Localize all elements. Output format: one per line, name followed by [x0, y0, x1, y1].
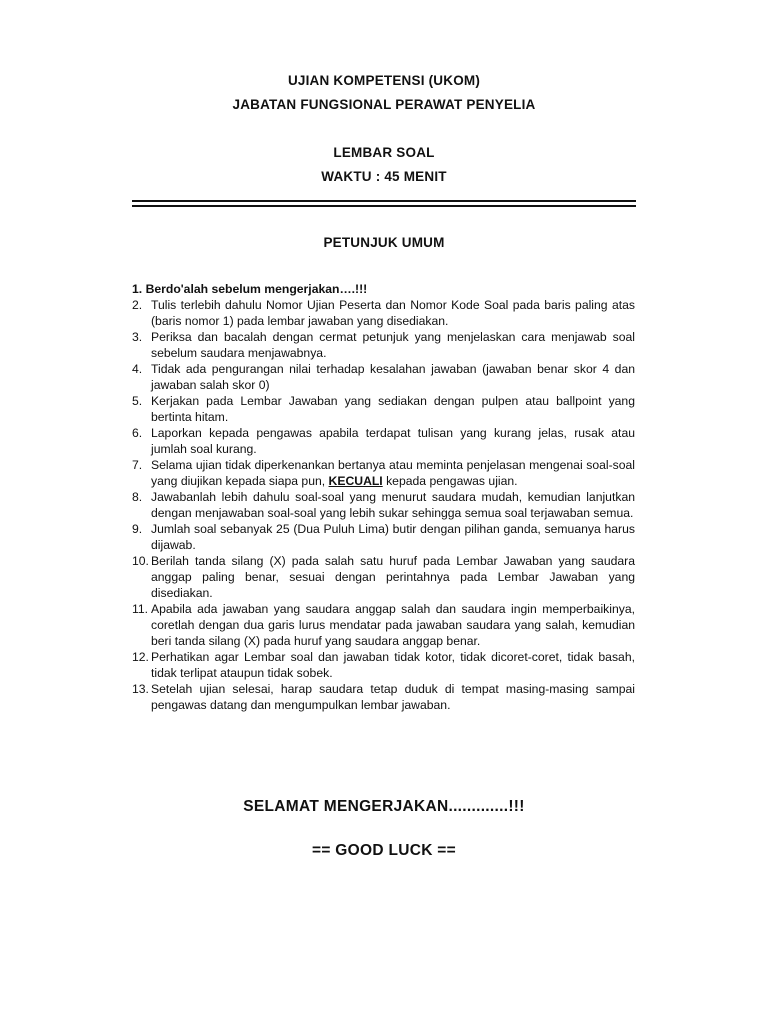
- item-number: 4.: [132, 362, 143, 376]
- list-item: [132, 649, 635, 681]
- item-number: 10.: [132, 554, 149, 568]
- section-title: PETUNJUK UMUM: [323, 235, 445, 250]
- item-number: 13.: [132, 682, 149, 696]
- item-text: Berdo'alah sebelum mengerjakan….!!!: [145, 282, 368, 296]
- divider-rule-top: [132, 200, 636, 202]
- item-number: 6.: [132, 426, 143, 440]
- divider-rule-bottom: [132, 205, 636, 207]
- list-item: [132, 521, 635, 553]
- instruction-list: [132, 281, 635, 713]
- list-item: [132, 489, 635, 521]
- item-text: Tidak ada pengurangan nilai terhadap kesalahan jawaban (jawaban benar skor 4 dan jawaban salah skor 0): [151, 362, 635, 392]
- good-luck-message: == GOOD LUCK ==: [311, 842, 457, 859]
- emphasis-kecuali: KECUALI: [328, 474, 383, 488]
- item-text: Kerjakan pada Lembar Jawaban yang sediakan dengan pulpen atau ballpoint yang bertinta hitam.: [151, 394, 635, 424]
- list-item: [132, 681, 635, 713]
- closing-message: SELAMAT MENGERJAKAN.............!!!: [243, 798, 525, 815]
- list-item: [132, 361, 635, 393]
- item-number: 1.: [132, 282, 143, 296]
- time-limit: WAKTU : 45 MENIT: [321, 169, 447, 184]
- item-text: Apabila ada jawaban yang saudara anggap salah dan saudara ingin memperbaikinya, coretlah dengan dua garis lurus mendatar pada jawaban saudara yang salah, kemudian beri tanda silang (X) pada huruf yang saudara anggap benar.: [151, 602, 635, 648]
- item-number: 8.: [132, 490, 143, 504]
- item-number: 5.: [132, 394, 143, 408]
- list-item: [132, 553, 635, 601]
- item-number: 2.: [132, 298, 143, 312]
- exam-title: UJIAN KOMPETENSI (UKOM): [287, 73, 481, 88]
- item-text: Jawabanlah lebih dahulu soal-soal yang menurut saudara mudah, kemudian lanjutkan dengan menjawaban soal-soal yang lebih sukar sehingga semua soal terjawaban semua.: [151, 490, 635, 520]
- item-number: 9.: [132, 522, 143, 536]
- item-text: Tulis terlebih dahulu Nomor Ujian Peserta dan Nomor Kode Soal pada baris paling atas (baris nomor 1) pada lembar jawaban yang disediakan.: [151, 298, 635, 328]
- list-item: [132, 329, 635, 361]
- item-text: Laporkan kepada pengawas apabila terdapat tulisan yang kurang jelas, rusak atau jumlah soal kurang.: [151, 426, 635, 456]
- item-number: 12.: [132, 650, 149, 664]
- position-title: JABATAN FUNGSIONAL PERAWAT PENYELIA: [232, 97, 536, 112]
- list-item: [132, 393, 635, 425]
- list-item: [132, 297, 635, 329]
- item-text: Setelah ujian selesai, harap saudara tetap duduk di tempat masing-masing sampai pengawas datang dan mengumpulkan lembar jawaban.: [151, 682, 635, 712]
- item-text: Berilah tanda silang (X) pada salah satu huruf pada Lembar Jawaban yang saudara anggap paling benar, sesuai dengan perintahnya pada Lembar Jawaban yang disediakan.: [151, 554, 635, 600]
- list-item: [132, 281, 635, 297]
- list-item: [132, 601, 635, 649]
- item-number: 3.: [132, 330, 143, 344]
- item-number: 11.: [132, 602, 149, 616]
- item-text: Selama ujian tidak diperkenankan bertanya atau meminta penjelasan mengenai soal-soal yang diujikan kepada siapa pun,: [151, 458, 635, 488]
- item-text: Periksa dan bacalah dengan cermat petunjuk yang menjelaskan cara menjawab soal sebelum saudara menjawabnya.: [151, 330, 635, 360]
- sheet-title: LEMBAR SOAL: [333, 145, 435, 160]
- item-text: Perhatikan agar Lembar soal dan jawaban tidak kotor, tidak dicoret-coret, tidak basah, tidak terlipat ataupun tidak sobek.: [151, 650, 635, 680]
- item-text: Jumlah soal sebanyak 25 (Dua Puluh Lima) butir dengan pilihan ganda, semuanya harus dijawab.: [151, 522, 635, 552]
- list-item: [132, 457, 635, 489]
- item-text-tail: kepada pengawas ujian.: [382, 474, 518, 488]
- item-number: 7.: [132, 458, 143, 472]
- list-item: [132, 425, 635, 457]
